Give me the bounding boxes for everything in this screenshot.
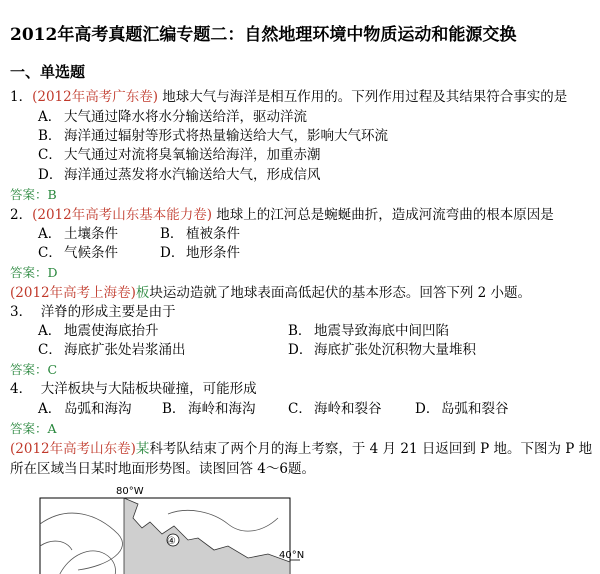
- intro-lead-char: 某: [135, 441, 150, 457]
- map-latitude-label: 40°N: [279, 550, 305, 561]
- question-source: (2012年高考山东卷): [10, 441, 136, 457]
- question-text: 地球上的江河总是蜿蜒曲折，造成河流弯曲的根本原因是: [216, 207, 554, 223]
- question-number: 4．: [10, 381, 33, 397]
- map-isobar: [168, 510, 278, 531]
- option-b: [162, 400, 256, 418]
- option-label: C．: [38, 342, 62, 358]
- intro-q5-line1: [10, 440, 592, 458]
- intro-q5-line2: 所在区域当日某时地面形势图。读图回答 4～6题。: [10, 461, 315, 477]
- intro-q3-q4: [10, 284, 531, 302]
- question-source: (2012年高考山东基本能力卷): [32, 207, 212, 223]
- map-longitude-label: 80°W: [116, 486, 144, 497]
- option-a: [38, 322, 159, 340]
- option-text: 大气通过降水将水分输送给洋，驱动洋流: [64, 109, 307, 125]
- option-label: D．: [160, 245, 185, 261]
- option-label: B．: [38, 128, 62, 144]
- option-text: 海底扩张处岩浆涌出: [64, 342, 186, 358]
- option-d: [415, 400, 509, 418]
- intro-lead-char: 板: [135, 285, 150, 301]
- option-text: 气候条件: [64, 245, 118, 261]
- option-text: 地形条件: [186, 245, 240, 261]
- option-label: A．: [38, 109, 62, 125]
- option-a: [38, 225, 118, 243]
- option-label: C．: [288, 401, 312, 417]
- question-number: 1．: [10, 89, 33, 105]
- option-label: B．: [160, 226, 184, 242]
- option-text: 土壤条件: [64, 226, 118, 242]
- option-a: [38, 400, 132, 418]
- intro-text: 块运动造就了地球表面高低起伏的基本形态。回答下列 2 小题。: [149, 285, 532, 301]
- question-3-stem: [10, 303, 176, 321]
- answer-4: 答案：A: [10, 421, 57, 436]
- question-number: 3．: [10, 304, 33, 320]
- question-source: (2012年高考上海卷): [10, 285, 136, 301]
- option-b: [160, 225, 240, 243]
- map-isobar: [58, 551, 116, 574]
- option-text: 海洋通过蒸发将水汽输送给大气，形成信风: [64, 167, 321, 183]
- answer-3: 答案：C: [10, 362, 58, 377]
- section-heading: 一、单选题: [10, 63, 86, 81]
- question-4-stem: [10, 380, 257, 398]
- option-text: 岛弧和裂谷: [441, 401, 509, 417]
- intro-text: 科考队结束了两个月的海上考察，于 4 月 21 日返回到 P 地。下图为 P 地: [149, 441, 593, 457]
- option-text: 海岭和海沟: [188, 401, 256, 417]
- option-label: D．: [415, 401, 440, 417]
- option-label: D．: [288, 342, 313, 358]
- option-text: 地震导致海底中间凹陷: [314, 323, 449, 339]
- question-text: 地球大气与海洋是相互作用的。下列作用过程及其结果符合事实的是: [162, 89, 568, 105]
- option-text: 海洋通过辐射等形式将热量输送给大气，影响大气环流: [64, 128, 388, 144]
- option-label: A．: [38, 226, 62, 242]
- document-title: 2012年高考真题汇编专题二：自然地理环境中物质运动和能源交换: [10, 25, 517, 45]
- option-b: [288, 322, 449, 340]
- option-c: [38, 341, 186, 359]
- answer-2: 答案：D: [10, 265, 58, 280]
- option-label: D．: [38, 167, 63, 183]
- option-c: [38, 146, 321, 164]
- surface-weather-map: [38, 484, 328, 574]
- option-text: 地震使海底抬升: [64, 323, 159, 339]
- option-label: C．: [38, 245, 62, 261]
- map-marker-label: ④: [167, 536, 176, 547]
- option-label: B．: [162, 401, 186, 417]
- option-c: [288, 400, 382, 418]
- question-2-stem: [10, 206, 554, 224]
- option-text: 海底扩张处沉积物大量堆积: [314, 342, 476, 358]
- option-a: [38, 108, 307, 126]
- option-c: [38, 244, 118, 262]
- question-text: 大洋板块与大陆板块碰撞，可能形成: [40, 381, 257, 397]
- map-isobar: [40, 541, 72, 550]
- question-text: 洋脊的形成主要是由于: [40, 304, 176, 320]
- option-d: [288, 341, 476, 359]
- option-d: [160, 244, 240, 262]
- option-text: 植被条件: [186, 226, 240, 242]
- question-1-stem: [10, 88, 567, 106]
- question-number: 2．: [10, 207, 33, 223]
- option-d: [38, 166, 321, 184]
- option-label: B．: [288, 323, 312, 339]
- option-label: A．: [38, 323, 62, 339]
- option-label: C．: [38, 147, 62, 163]
- map-land: [124, 498, 290, 574]
- option-text: 岛弧和海沟: [64, 401, 132, 417]
- option-b: [38, 127, 388, 145]
- question-source: (2012年高考广东卷): [32, 89, 158, 105]
- option-text: 海岭和裂谷: [314, 401, 382, 417]
- option-label: A．: [38, 401, 62, 417]
- answer-1: 答案：B: [10, 187, 57, 202]
- option-text: 大气通过对流将臭氧输送给海洋，加重赤潮: [64, 147, 321, 163]
